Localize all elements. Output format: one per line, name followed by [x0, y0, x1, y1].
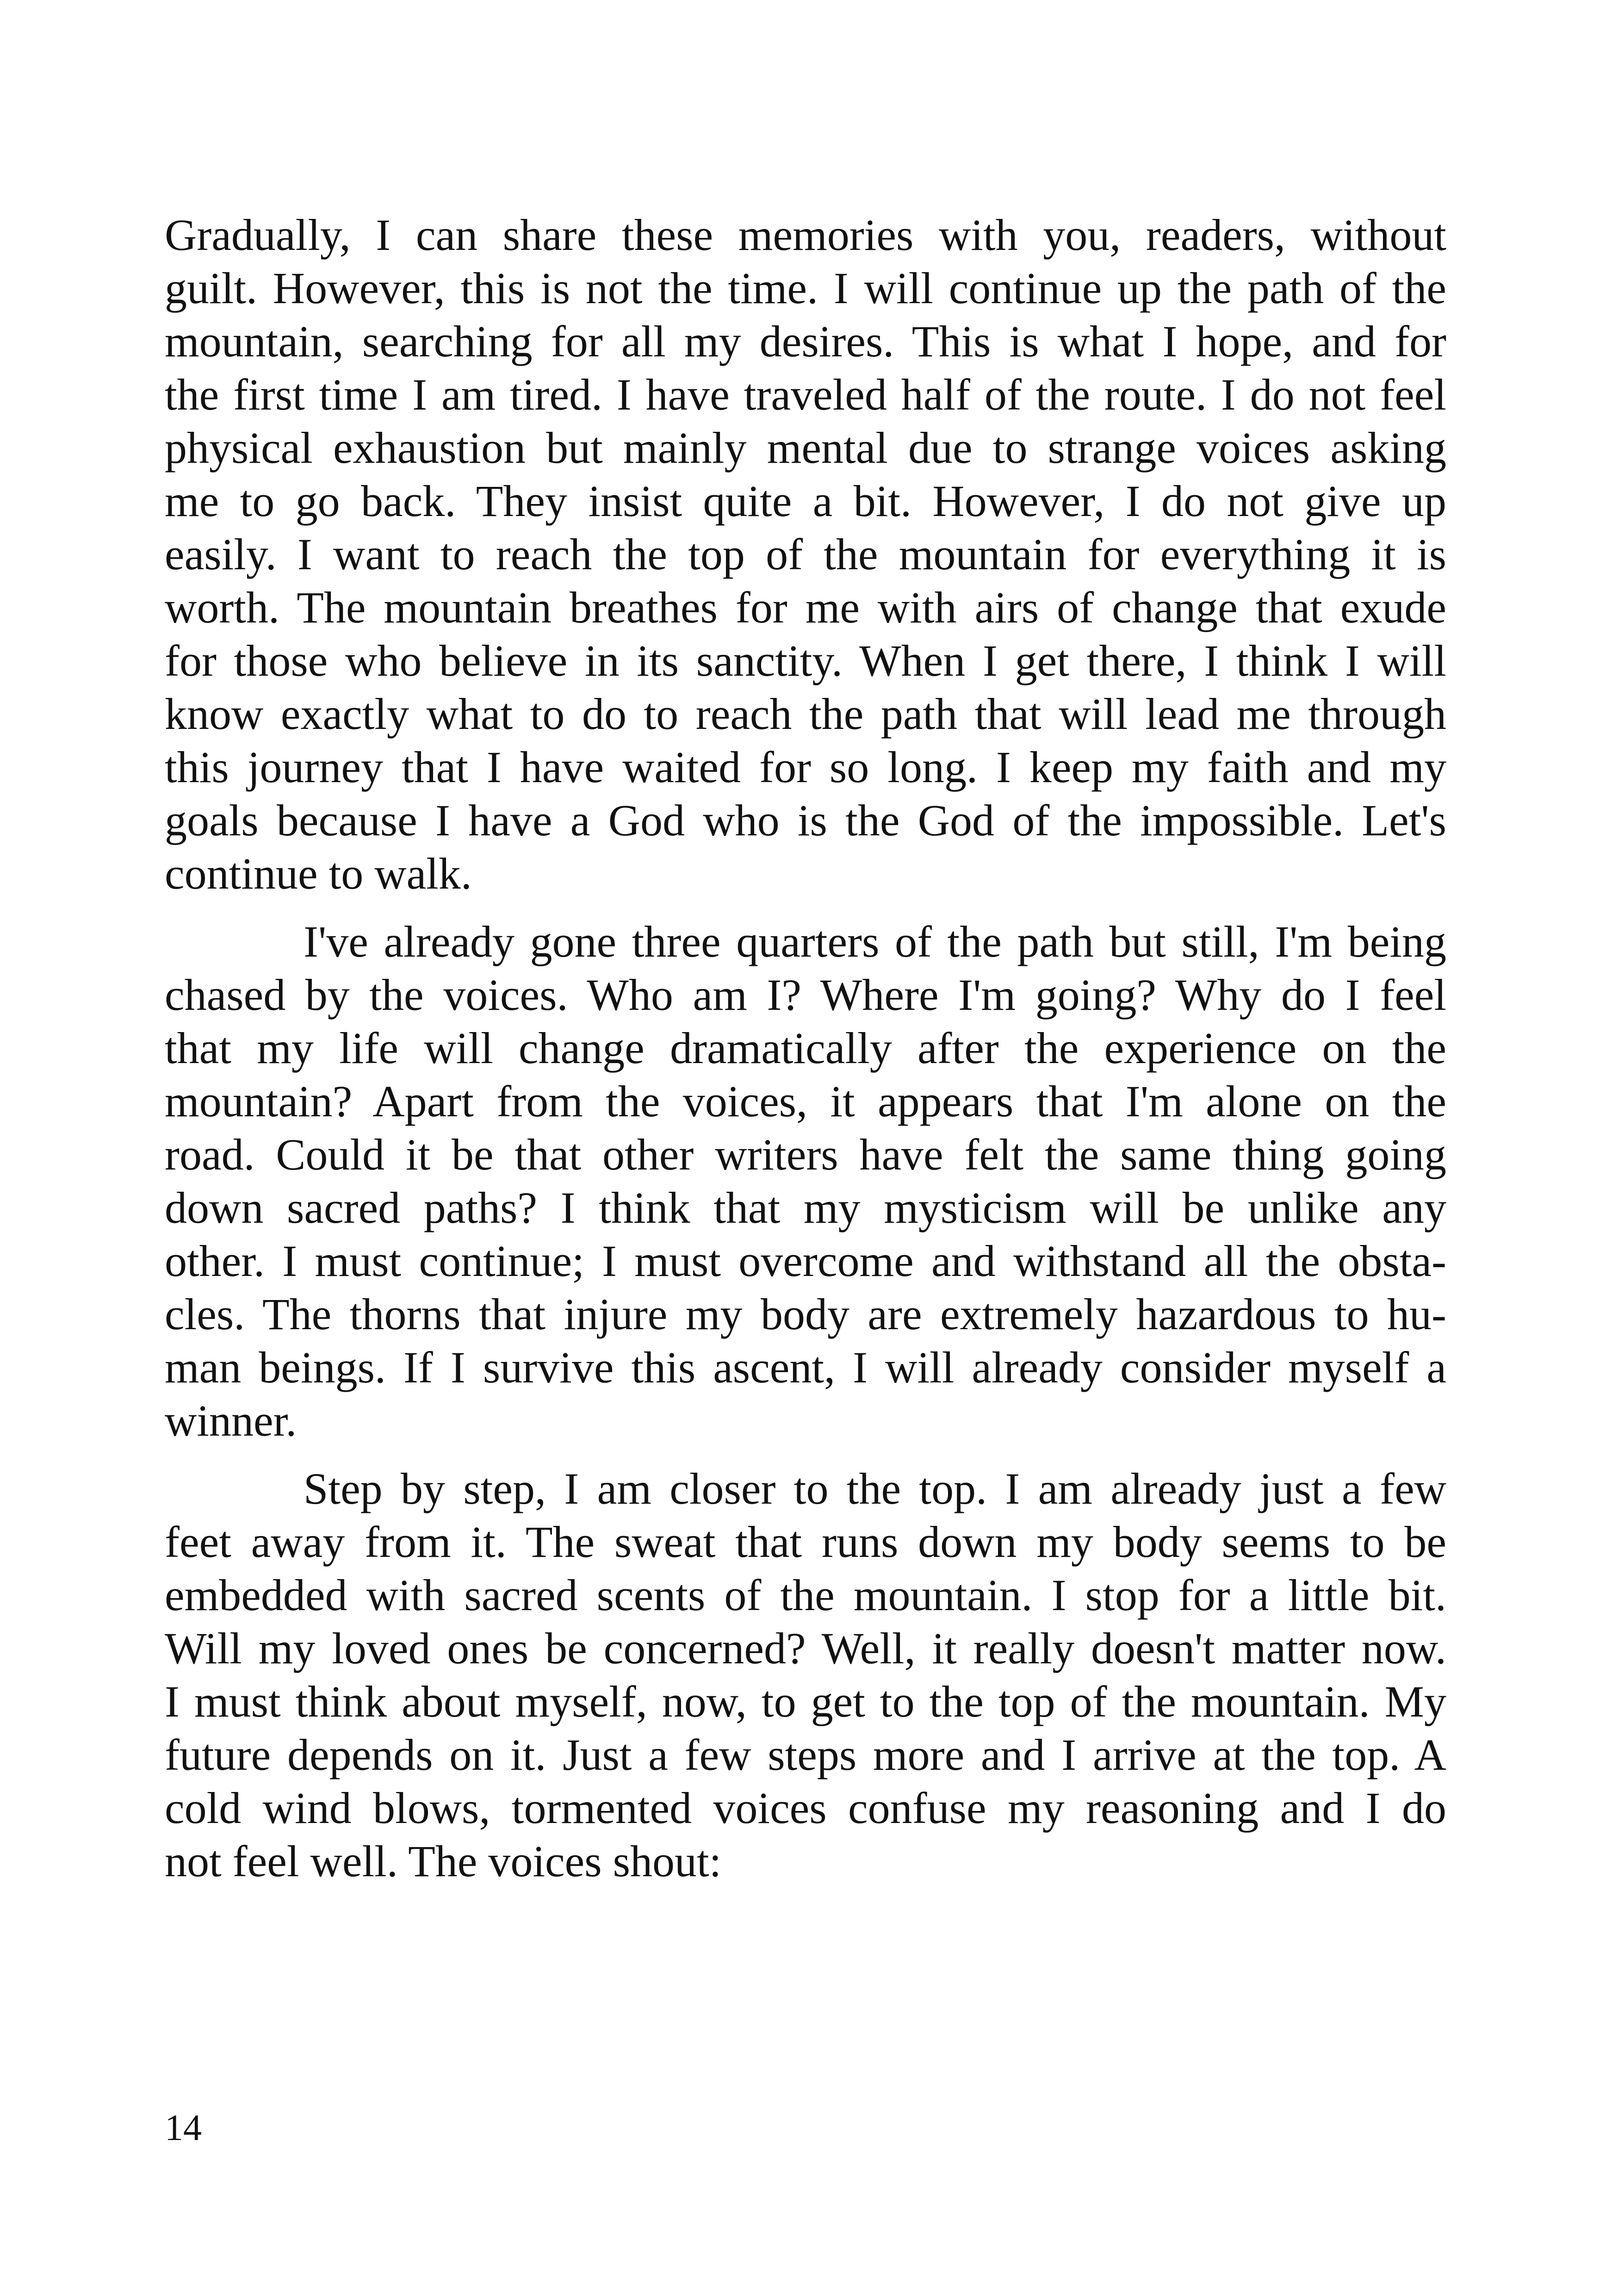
paragraph-3: [165, 1462, 1446, 1888]
text-line: Step by step, I am closer to the top. I am already just a few: [304, 1464, 1446, 1513]
paragraph-2: [165, 915, 1446, 1447]
text-line: mountain, searching for all my desires. This is what I hope, and for: [165, 317, 1446, 366]
text-line: I must think about myself, now, to get to the top of the mountain. My: [165, 1677, 1446, 1726]
text-line: chased by the voices. Who am I? Where I'm going? Why do I feel: [165, 970, 1446, 1020]
text-line: physical exhaustion but mainly mental due to strange voices asking: [165, 423, 1446, 473]
text-line: man beings. If I survive this ascent, I will already consider myself a: [165, 1343, 1446, 1392]
text-line: worth. The mountain breathes for me with airs of change that exude: [165, 583, 1446, 632]
text-line: not feel well. The voices shout:: [165, 1836, 722, 1886]
text-line: cles. The thorns that injure my body are extremely hazardous to hu-: [165, 1289, 1446, 1339]
text-line: feet away from it. The sweat that runs down my body seems to be: [165, 1517, 1446, 1567]
text-line: goals because I have a God who is the God of the impossible. Let's: [165, 796, 1446, 845]
text-line: cold wind blows, tormented voices confuse my reasoning and I do: [165, 1783, 1446, 1833]
text-line: know exactly what to do to reach the path that will lead me through: [165, 689, 1446, 739]
text-line: Will my loved ones be concerned? Well, it really doesn't matter now.: [165, 1624, 1446, 1673]
paragraph-1: [165, 208, 1446, 900]
text-line: this journey that I have waited for so long. I keep my faith and my: [165, 742, 1446, 792]
text-line: me to go back. They insist quite a bit. However, I do not give up: [165, 476, 1446, 526]
text-line: that my life will change dramatically after the experience on the: [165, 1023, 1446, 1073]
text-line: embedded with sacred scents of the mountain. I stop for a little bit.: [165, 1570, 1446, 1620]
text-line: the first time I am tired. I have traveled half of the route. I do not feel: [165, 370, 1446, 419]
page-number: 14: [165, 2108, 202, 2148]
text-line: winner.: [165, 1396, 297, 1445]
text-line: down sacred paths? I think that my mysticism will be unlike any: [165, 1183, 1446, 1232]
text-line: I've already gone three quarters of the path but still, I'm being: [304, 917, 1446, 966]
body-text: [165, 208, 1446, 1888]
text-line: Gradually, I can share these memories with you, readers, without: [165, 210, 1446, 260]
text-line: continue to walk.: [165, 849, 472, 898]
text-line: easily. I want to reach the top of the mountain for everything it is: [165, 529, 1446, 579]
text-line: other. I must continue; I must overcome and withstand all the obsta-: [165, 1236, 1446, 1286]
text-line: mountain? Apart from the voices, it appears that I'm alone on the: [165, 1076, 1446, 1126]
text-line: future depends on it. Just a few steps more and I arrive at the top. A: [165, 1730, 1446, 1780]
text-line: guilt. However, this is not the time. I will continue up the path of the: [165, 263, 1446, 313]
text-line: for those who believe in its sanctity. When I get there, I think I will: [165, 636, 1446, 685]
text-line: road. Could it be that other writers have felt the same thing going: [165, 1130, 1446, 1179]
